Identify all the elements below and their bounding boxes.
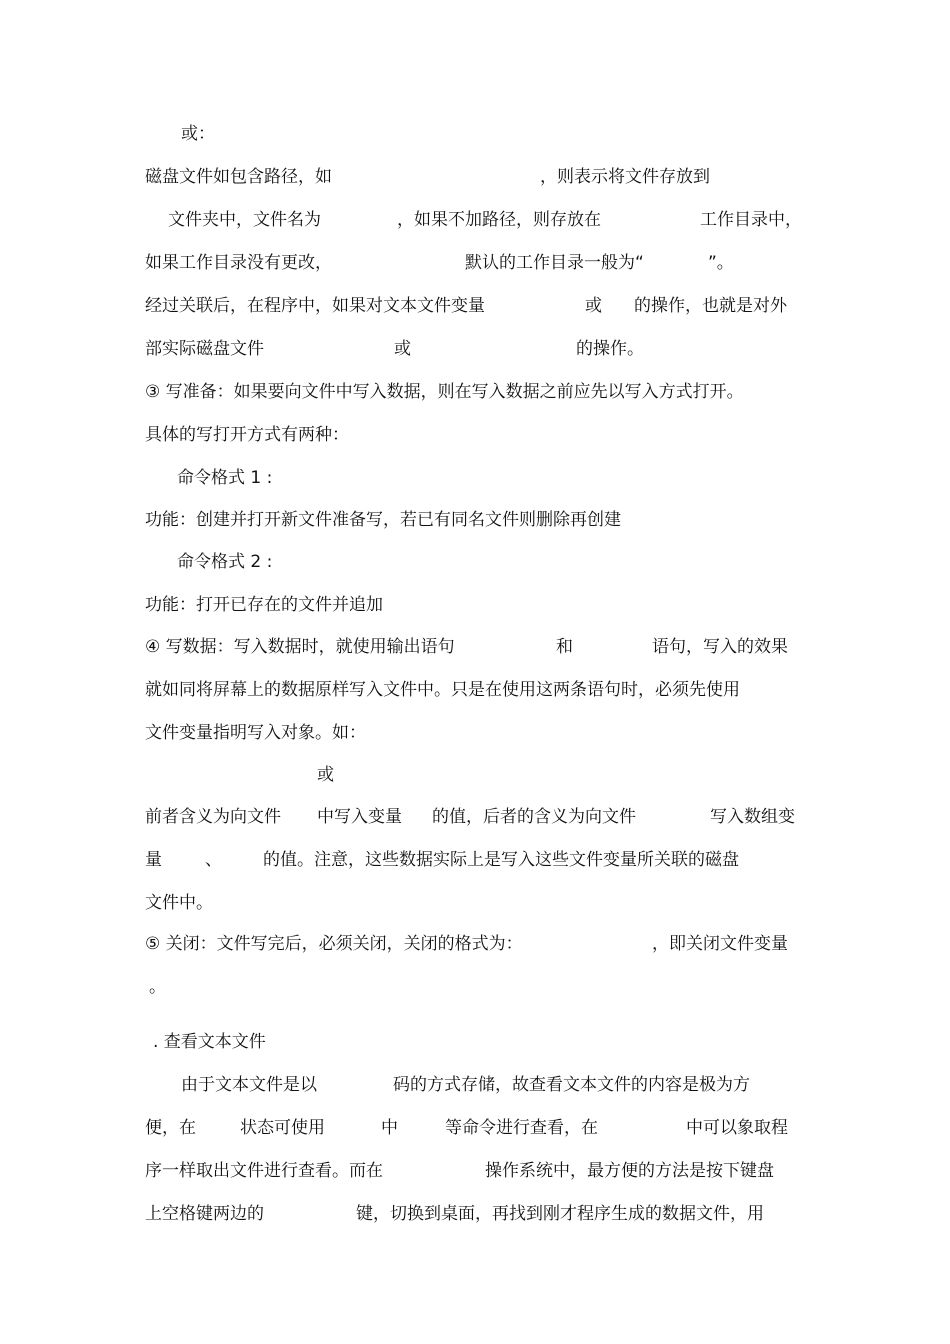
document-page: 或： 磁盘文件如包含路径，如 ，则表示将文件存放到 文件夹中，文件名为 ，如果不加路径，则存放在 工作目录中， 如果工作目录没有更改， 默认的工作目录一般为“ ”。 经过关联后，在程序中，如果对文本文件变量 或 的操作，也就是对外 部实际磁盘文件 或 的操作。 ③ 写准备：如果要向文件中写入数据，则在写入数据之前应先以写入方式打开。 具体的写打开方式有两种： 命令格式 1 : 功能：创建并打开新文件准备写，若已有同名文件则删除再创建 命令格式 2 : 功能：打开已存在的文件并追加 ④ 写数据：写入数据时，就使用输出语句 和 语句，写入的效果 就如同将屏幕上的数据原样写入文件中。只是在使用这两条语句时，必须先使用 文件变量指明写入对象。如： 或 前者含义为向文件 中写入变量 的值，后者的含义为向文件 写入数组变 量 、 的值。注意，这些数据实际上是写入这些文件变量所关联的磁盘 文件中。 ⑤ 关闭：文件写完后，必须关闭，关闭的格式为： ，即关闭文件变量 。 . 查看文本文件 由于文本文件是以 码的方式存储，故查看文本文件的内容是极为方 便，在 状态可使用 中 等命令进行查看，在 中可以象取程 序一样取出文件进行查看。而在 操作系统中，最方便的方法是按下键盘 上空格键两边的 键，切换到桌面，再找到刚才程序生成的数据文件，用 [145,124,802,1224]
